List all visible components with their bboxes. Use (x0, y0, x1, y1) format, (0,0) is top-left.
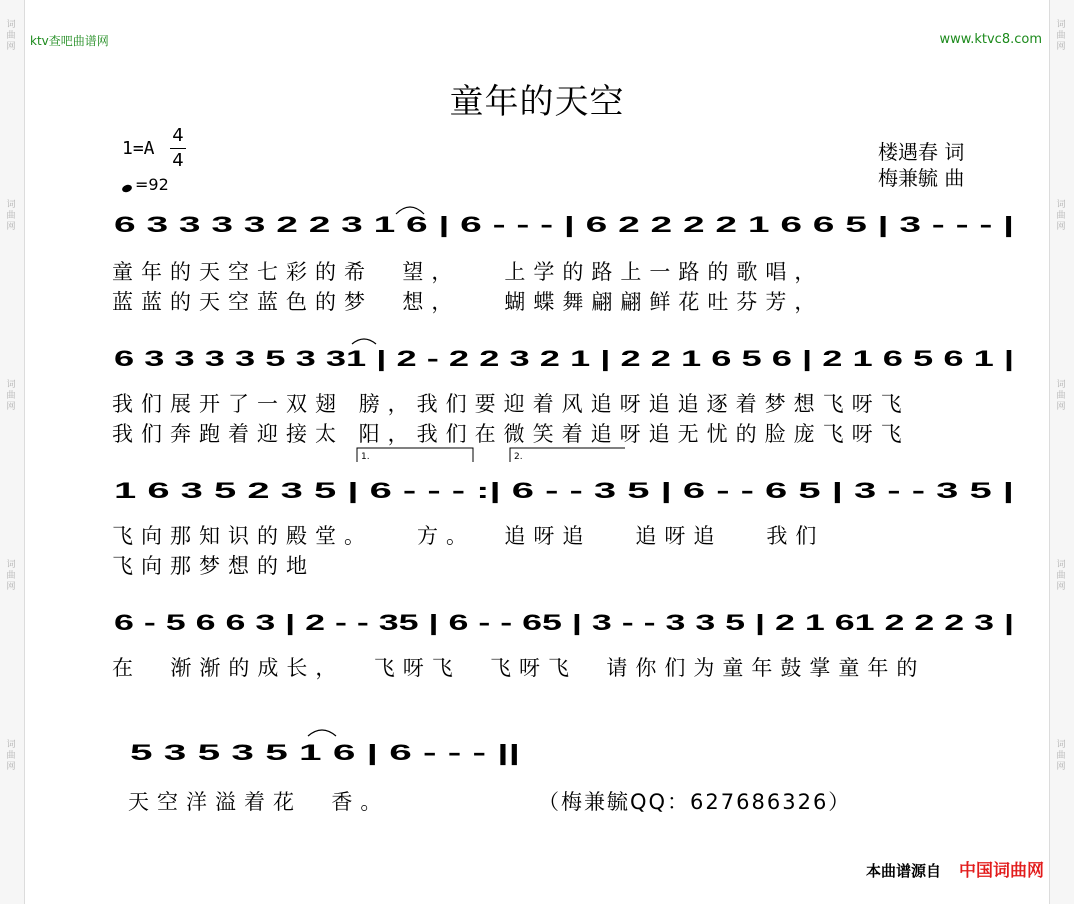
watermark: 词曲网 (6, 380, 16, 412)
watermark: 词曲网 (6, 20, 16, 52)
watermark: 词曲网 (1056, 560, 1066, 592)
site-url-right: www.ktvc8.com (939, 32, 1042, 47)
score-row-5 (128, 728, 548, 772)
tempo-value: =92 (135, 175, 169, 194)
watermark: 词曲网 (1056, 740, 1066, 772)
watermark: 词曲网 (6, 560, 16, 592)
score-row-svg (112, 466, 1017, 516)
time-signature-top: 4 (172, 125, 184, 146)
score-notes: 5 3 5 3 5 1 6 | 6 - - - || (130, 740, 520, 765)
score-row-3 (112, 466, 1017, 510)
score-notes: 6 3 3 3 3 2 2 3 1 6 | 6 - - - | 6 2 2 2 2 1 6 6 5 | 3 - - - | (114, 212, 1014, 237)
volta-first-label: 1. (361, 452, 370, 462)
score-row-2 (112, 334, 1017, 378)
slur-mark (352, 339, 376, 344)
lyrics-row3-verse1: 飞向那知识的殿堂。 方。 追呀追 追呀追 我们 (112, 524, 825, 548)
left-watermark-strip (0, 0, 25, 904)
lyrics-row2-verse2: 我们奔跑着迎接太 阳，我们在微笑着追呀追无忧的脸庞飞呀飞 (112, 422, 910, 446)
tempo-marking (122, 175, 169, 194)
watermark: 词曲网 (1056, 380, 1066, 412)
lyrics-row1-verse1: 童年的天空七彩的希 望， 上学的路上一路的歌唱， (112, 260, 824, 284)
lyrics-row3-verse2: 飞向那梦想的地 (112, 554, 315, 578)
time-signature-bottom: 4 (172, 150, 184, 171)
lyrics-row2-verse1: 我们展开了一双翅 膀，我们要迎着风追呀追追逐着梦想飞呀飞 (112, 392, 910, 416)
right-watermark-strip (1049, 0, 1074, 904)
song-title: 童年的天空 (449, 82, 625, 122)
lyrics-row5-verse1: 天空洋溢着花 香。 (128, 790, 390, 814)
score-notes: 1 6 3 5 2 3 5 | 6 - - - :| 6 - - 3 5 | 6 - - 6 5 | 3 - - 3 5 | (114, 478, 1014, 503)
lyrics-row4-verse1: 在 渐渐的成长， 飞呀飞 飞呀飞 请你们为童年鼓掌童年的 (112, 656, 926, 680)
watermark: 词曲网 (1056, 20, 1066, 52)
score-row-svg (128, 728, 548, 778)
slur-mark (308, 730, 336, 736)
volta-first-bracket (357, 448, 473, 462)
volta-second-label: 2. (514, 452, 523, 462)
score-row-svg (112, 598, 1017, 648)
score-row-1 (112, 200, 1017, 244)
volta-second-bracket (510, 448, 625, 462)
score-row-4 (112, 598, 1017, 642)
lyricist-credit: 楼遇春 词 (878, 140, 965, 164)
score-row-svg (112, 334, 1017, 384)
source-site-link[interactable]: 中国词曲网 (959, 861, 1044, 881)
source-label: 本曲谱源自 (865, 862, 941, 880)
volta-brackets (355, 444, 635, 464)
composer-credit: 梅兼毓 曲 (878, 166, 965, 190)
score-notes: 6 - 5 6 6 3 | 2 - - 35 | 6 - - 65 | 3 - - 3 3 5 | 2 1 61 2 2 2 3 | (114, 610, 1014, 635)
key-signature: 1=A (122, 138, 155, 159)
site-name-left: ktv查吧曲谱网 (30, 34, 109, 48)
composer-contact: （梅兼毓QQ：627686326） (538, 790, 852, 814)
watermark: 词曲网 (6, 740, 16, 772)
score-notes: 6 3 3 3 3 5 3 31 | 2 - 2 2 3 2 1 | 2 2 1 6 5 6 | 2 1 6 5 6 1 | (114, 346, 1014, 371)
watermark: 词曲网 (6, 200, 16, 232)
time-signature (168, 124, 188, 173)
quarter-note-icon (121, 184, 133, 194)
watermark: 词曲网 (1056, 200, 1066, 232)
source-footer (866, 856, 1044, 881)
lyrics-row1-verse2: 蓝蓝的天空蓝色的梦 想， 蝴蝶舞翩翩鲜花吐芬芳， (112, 290, 824, 314)
score-row-svg (112, 200, 1017, 250)
